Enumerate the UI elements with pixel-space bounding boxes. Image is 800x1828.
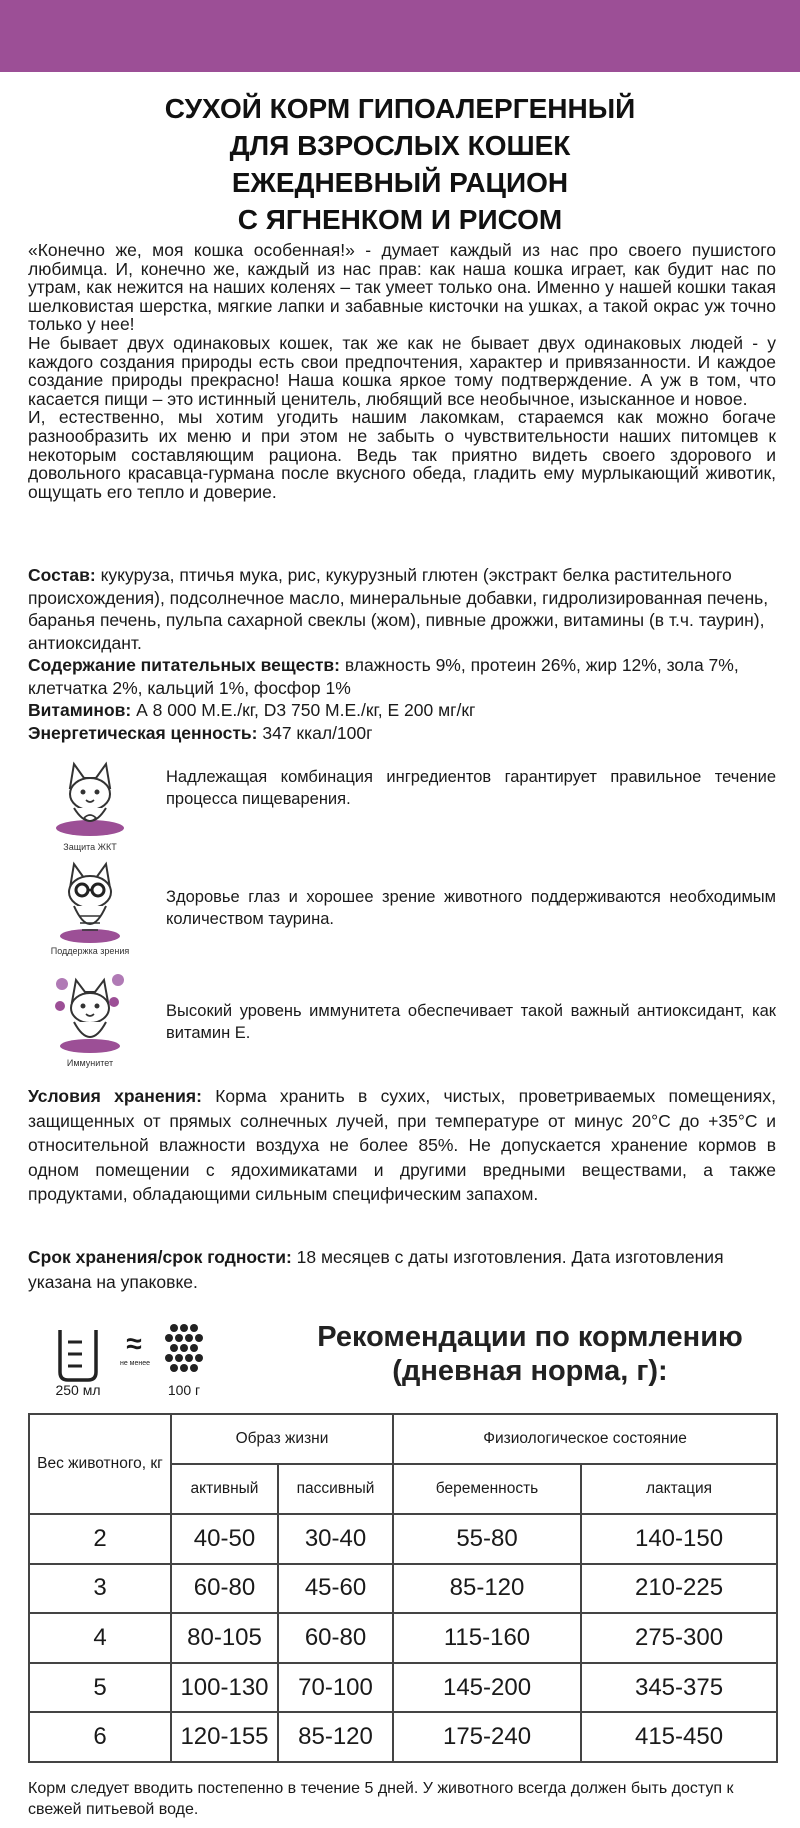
feeding-note: Корм следует вводить постепенно в течение 5 дней. У животного всегда должен быть доступ к свежей питьевой воде. [28,1780,734,1818]
storage-conditions [28,1084,776,1207]
table-row [29,1613,777,1663]
title-line: СУХОЙ КОРМ ГИПОАЛЕРГЕННЫЙ [164,93,636,124]
table-cell: 120-155 [171,1712,278,1762]
table-cell: 45-60 [278,1564,393,1614]
rec-title-line: Рекомендации по кормлению [317,1321,743,1353]
feeding-recommendations-title [280,1320,780,1388]
state-header: Физиологическое состояние [393,1414,777,1464]
subheader-passive: пассивный [278,1464,393,1514]
title-line: ДЛЯ ВЗРОСЛЫХ КОШЕК [229,130,571,161]
feature-caption: Защита ЖКТ [63,842,117,852]
lifestyle-header: Образ жизни [171,1414,393,1464]
table-row [29,1564,777,1614]
table-cell: 85-120 [278,1712,393,1762]
vitamins-label: Витаминов: [28,700,132,720]
composition-block [28,564,776,744]
shelf-life-text: 18 месяцев с даты изготовления. Дата изготовления указана на упаковке. [28,1247,724,1292]
table-cell: 210-225 [581,1564,777,1614]
intro-paragraph: И, естественно, мы хотим угодить нашим лакомкам, стараемся как можно богаче разнообразить их меню и при этом не забыть о чувствительности наших питомцев к некоторым составляющим рациона. Ведь так приятно видеть своего здорового и довольного красавца-гурмана после вкусного обеда, гладить ему мурлыкающий животик, ощущать его тепло и доверие. [28,407,776,502]
composition-text: кукуруза, птичья мука, рис, кукурузный глютен (экстракт белка растительного происхождения), подсолнечное масло, минеральные добавки, гидролизированная печень, баранья печень, пульпа сахарной свеклы (жом), пивные дрожжи, витамины (в т.ч. таурин), антиоксидант. [28,565,769,653]
vitamins [28,699,776,722]
feature-vision [40,856,780,966]
table-cell: 60-80 [278,1613,393,1663]
table-row [29,1712,777,1762]
table-cell: 85-120 [393,1564,581,1614]
nutrients-text: влажность 9%, протеин 26%, жир 12%, зола 7%, клетчатка 2%, кальций 1%, фосфор 1% [28,655,739,698]
feature-digestion [40,750,780,860]
subheader-pregnancy: беременность [393,1464,581,1514]
intro-paragraph: Не бывает двух одинаковых кошек, так же как не бывает двух одинаковых людей - у каждого создания природы есть свои предпочтения, характер и привязанности. И каждое создание природы прекрасно! Наша кошка яркое тому подтверждение. А уж в том, что касается пищи – это истинный ценитель, любящий все необычное, изысканное и новое. [28,332,776,409]
feature-text: Здоровье глаз и хорошее зрение животного поддерживаются необходимым количеством таурина. [166,888,776,928]
header-color-bar [0,0,800,72]
shelf-life-label: Срок хранения/срок годности: [28,1247,292,1267]
storage-label: Условия хранения: [28,1086,202,1106]
nutrients-label: Содержание питательных веществ: [28,655,341,675]
table-cell: 345-375 [581,1663,777,1713]
nutrients [28,654,776,699]
shelf-life [28,1245,776,1294]
feature-caption: Иммунитет [66,1058,114,1068]
intro-text [28,241,776,501]
table-cell: 3 [29,1564,171,1614]
energy [28,722,776,745]
table-row [29,1663,777,1713]
subheader-active: активный [171,1464,278,1514]
product-title [0,90,800,238]
table-header-row [29,1414,777,1464]
table-cell: 115-160 [393,1613,581,1663]
table-cell: 4 [29,1613,171,1663]
energy-label: Энергетическая ценность: [28,722,258,743]
table-cell: 145-200 [393,1663,581,1713]
table-row [29,1514,777,1564]
table-cell: 2 [29,1514,171,1564]
table-cell: 275-300 [581,1613,777,1663]
portion-infographic [46,1320,246,1400]
table-cell: 80-105 [171,1613,278,1663]
table-cell: 140-150 [581,1514,777,1564]
feeding-table [28,1413,778,1763]
feature-caption: Поддержка зрения [50,946,130,956]
feature-text: Надлежащая комбинация ингредиентов гарантирует правильное течение процесса пищеварения. [166,768,776,808]
table-cell: 415-450 [581,1712,777,1762]
table-cell: 70-100 [278,1663,393,1713]
feature-immunity [40,966,780,1076]
table-cell: 30-40 [278,1514,393,1564]
composition-label: Состав: [28,565,96,585]
storage-text: Корма хранить в сухих, чистых, проветриваемых помещениях, защищенных от прямых солнечных лучей, при температуре от минус 20°С до +35°С и относительной влажности воздуха не более 85%. Не допускается хранение кормов в одном помещении с ядохимикатами и другими вредными веществами, а также продуктами, обладающими сильным специфическим запахом. [28,1086,776,1204]
table-cell: 55-80 [393,1514,581,1564]
portion-note: не менее [119,1360,151,1367]
table-cell: 6 [29,1712,171,1762]
energy-text: 347 ккал/100г [257,722,373,743]
table-cell: 175-240 [393,1712,581,1762]
vitamins-text: А 8 000 М.Е./кг, D3 750 М.Е./кг, Е 200 мг/кг [131,700,476,720]
composition [28,564,776,654]
table-cell: 5 [29,1663,171,1713]
kibble-icon [165,1324,203,1372]
intro-paragraph: «Конечно же, моя кошка особенная!» - думает каждый из нас про своего пушистого любимца. И, конечно же, каждый из нас прав: как наша кошка играет, как будит нас по утрам, как нежится на наших коленях – так умеет только она. Именно у нашей кошки такая шелковистая шерстка, мягкие лапки и забавные кисточки на ушках, а такой окрас уж точно только у нее! [28,240,776,335]
title-line: С ЯГНЕНКОМ И РИСОМ [237,204,563,235]
portion-weight: 100 г [167,1382,201,1398]
portion-volume: 250 мл [55,1382,101,1398]
weight-header: Вес животного, кг [29,1414,171,1514]
table-cell: 100-130 [171,1663,278,1713]
rec-title-line: (дневная норма, г): [392,1355,668,1387]
table-cell: 60-80 [171,1564,278,1614]
subheader-lactation: лактация [581,1464,777,1514]
feature-text: Высокий уровень иммунитета обеспечивает такой важный антиоксидант, как витамин Е. [166,1002,776,1042]
title-line: ЕЖЕДНЕВНЫЙ РАЦИОН [231,167,569,198]
approx-sign: ≈ [126,1328,142,1359]
table-cell: 40-50 [171,1514,278,1564]
